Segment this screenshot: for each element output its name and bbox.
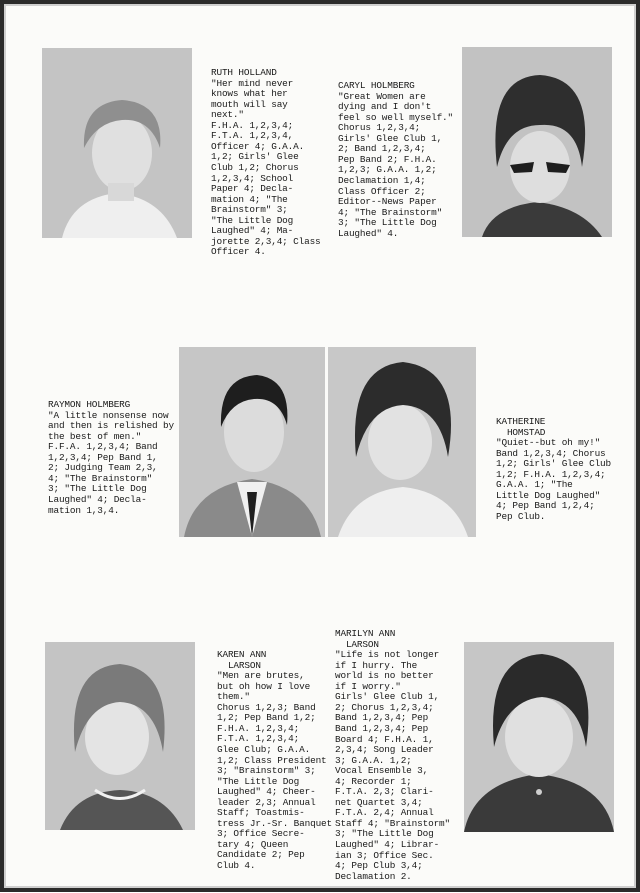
student-bio: "Her mind never knows what her mouth will say next." F.H.A. 1,2,3,4; F.T.A. 1,2,3,4, Officer 4; G.A.A. 1,2; Girls' Glee Club 1,2; Chorus 1,2,3,4; School Paper 4; Decla- mation 4; "The Brainstorm" 3; "The Little Dog Laughed" 4; Ma- jorette 2,3,4; Class Officer 4. [211,77,321,258]
portrait-marilyn-ann-larson [464,642,614,832]
portrait-caryl-holmberg [462,47,612,237]
student-name: RUTH HOLLAND [211,67,277,79]
bio-ruth-holland [211,47,321,268]
student-name: CARYL HOLMBERG [338,80,415,92]
bio-caryl-holmberg [338,60,453,250]
portrait-karen-ann-larson [45,642,195,830]
bio-raymon-holmberg [48,379,174,527]
student-name: RAYMON HOLMBERG [48,399,131,411]
student-name: KAREN ANN LARSON [217,649,267,671]
bio-marilyn-ann-larson [335,608,450,893]
portrait-katherine-homstad [328,347,476,537]
student-name: MARILYN ANN LARSON [335,628,396,650]
student-bio: "Great Women are dying and I don't feel so well myself." Chorus 1,2,3,4; Girls' Glee Club 1, 2; Band 1,2,3,4; Pep Band 2; F.H.A. 1,2,3; G.A.A. 1,2; Declamation 1,4; Class Officer 2; Editor--News Paper 4; "The Brainstorm" 3; "The Little Dog Laughed" 4. [338,90,453,239]
portrait-raymon-holmberg [179,347,325,537]
student-bio: "Life is not longer if I hurry. The world is no better if I worry." Girls' Glee Club 1, 2; Chorus 1,2,3,4; Band 1,2,3,4; Pep Band 1,2,3,4; Pep Board 4; F.H.A. 1, 2,3,4; Song Leader 3; G.A.A. 1,2; Vocal Ensemble 3, 4; Recorder 1; F.T.A. 2,3; Clari- net Quartet 3,4; F.T.A. 2,4; Annual Staff 4; "Brainstorm" 3; "The Little Dog Laughed" 4; Librar- ian 3; Office Sec. 4; Pep Club 3,4; Declamation 2. [335,649,450,882]
student-bio: "Quiet--but oh my!" Band 1,2,3,4; Chorus 1,2; Girls' Glee Club 1,2; F.H.A. 1,2,3,4; G.A.A. 1; "The Little Dog Laughed" 4; Pep Band 1,2,4; Pep Club. [496,437,611,523]
student-bio: "A little nonsense now and then is relished by the best of men." F.F.A. 1,2,3,4; Band 1,2,3,4; Pep Band 1, 2; Judging Team 2,3, 4; "The Brainstorm" 3; "The Little Dog Laughed" 4; Decla- mation 1,3,4. [48,409,174,516]
bio-katherine-homstad [496,396,611,533]
student-bio: "Men are brutes, but oh how I love them." Chorus 1,2,3; Band 1,2; Pep Band 1,2; F.H.A. 1,2,3,4; F.T.A. 1,2,3,4; Glee Club; G.A.A. 1,2; Class President 3; "Brainstorm" 3; "The Little Dog Laughed" 4; Cheer- leader 2,3; Annual Staff; Toastmis- tress Jr.-Sr. Banquet 3; Office Secre- tary 4; Queen Candidate 2; Pep Club 4. [217,670,332,872]
student-name: KATHERINE HOMSTAD [496,416,546,438]
bio-karen-ann-larson [217,629,332,882]
portrait-ruth-holland [42,48,192,238]
